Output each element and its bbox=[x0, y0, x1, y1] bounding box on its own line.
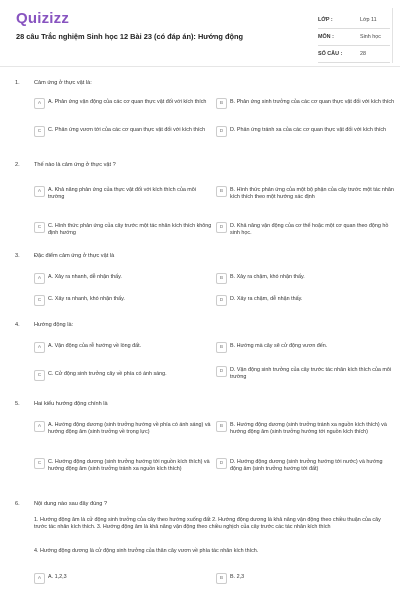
option-letter: B bbox=[216, 342, 227, 353]
option-letter: A bbox=[34, 342, 45, 353]
question-number: 5. bbox=[15, 401, 20, 407]
option-letter: C bbox=[34, 458, 45, 469]
option-letter: A bbox=[34, 98, 45, 109]
option-letter: D bbox=[216, 222, 227, 233]
option-text: A. Vận động của rễ hướng về lòng đất. bbox=[48, 343, 142, 349]
option-text: A. Xảy ra nhanh, dễ nhận thấy. bbox=[48, 274, 122, 280]
option-text: D. Hướng động dương (sinh trưởng hướng tới nước) và hướng động âm (sinh trưởng hướng tới đất) bbox=[230, 459, 383, 472]
option-letter: D bbox=[216, 366, 227, 377]
question-text: Nội dung nào sau đây đúng ? bbox=[34, 501, 108, 507]
question-number: 2. bbox=[15, 162, 20, 168]
option-letter: C bbox=[34, 126, 45, 137]
option-text: B. Xảy ra chậm, khó nhận thấy. bbox=[230, 274, 305, 280]
meta-row-subject bbox=[318, 29, 390, 46]
question-text: Thế nào là cảm ứng ở thực vật ? bbox=[34, 162, 116, 168]
question-text: Hướng động là: bbox=[34, 322, 74, 328]
option-text: B. Hướng động dương (sinh trưởng tránh xa nguồn kích thích) và hướng động âm (sinh trưởng hướng tới nguồn kích thích) bbox=[230, 422, 387, 435]
option-letter: C bbox=[34, 222, 45, 233]
option-text: A. Khả năng phản ứng của thực vật đối với kích thích của môi trường bbox=[48, 187, 196, 200]
meta-label: SỐ CÂU : bbox=[318, 51, 343, 57]
question-number: 3. bbox=[15, 253, 20, 259]
option-text: C. Hình thức phản ứng của cây trước một tác nhân kích thích không định hướng bbox=[48, 223, 212, 236]
option-letter: B bbox=[216, 273, 227, 284]
option-letter: D bbox=[216, 295, 227, 306]
worksheet-meta bbox=[318, 12, 390, 63]
option-text: D. Xảy ra chậm, dễ nhận thấy. bbox=[230, 296, 303, 302]
question-number: 1. bbox=[15, 80, 20, 86]
option-text: D. Vận động sinh trưởng của cây trước tác nhân kích thích của môi trường bbox=[230, 367, 392, 380]
meta-row-grade bbox=[318, 12, 390, 29]
option-text: C. Phản ứng vươn tới của các cơ quan thực vật đối với kích thích bbox=[48, 127, 206, 133]
option-text: C. Xảy ra nhanh, khó nhận thấy. bbox=[48, 296, 125, 302]
page-title: 28 câu Trắc nghiệm Sinh học 12 Bài 23 (có đáp án): Hướng động bbox=[16, 32, 244, 41]
question-number: 6. bbox=[15, 501, 20, 507]
meta-value: Sinh học bbox=[360, 34, 381, 40]
option-text: B. 2,3 bbox=[230, 574, 245, 580]
worksheet-header bbox=[0, 0, 400, 67]
option-text: D. Khả năng vận động của cơ thể hoặc một cơ quan theo động hồ sinh học. bbox=[230, 223, 389, 236]
option-letter: B bbox=[216, 98, 227, 109]
option-letter: B bbox=[216, 186, 227, 197]
quizizz-logo[interactable]: Quizizz bbox=[16, 10, 70, 27]
question-text: Đặc điểm cảm ứng ở thực vật là bbox=[34, 253, 115, 259]
option-letter: D bbox=[216, 126, 227, 137]
meta-value: 28 bbox=[360, 51, 366, 57]
option-text: C. Hướng động dương (sinh trưởng hướng tới nguồn kích thích) và hướng động âm (sinh trưởng tránh xa nguồn kích thích) bbox=[48, 459, 210, 472]
option-text: D. Phản ứng tránh xa của các cơ quan thực vật đối với kích thích bbox=[230, 127, 387, 133]
option-letter: D bbox=[216, 458, 227, 469]
option-letter: A bbox=[34, 186, 45, 197]
option-text: B. Phản ứng sinh trưởng của các cơ quan thực vật đối với kích thích bbox=[230, 99, 395, 105]
option-letter: B bbox=[216, 421, 227, 432]
meta-row-count bbox=[318, 46, 390, 63]
meta-value: Lớp 11 bbox=[360, 17, 377, 23]
option-letter: C bbox=[34, 370, 45, 381]
option-text: B. Hướng mà cây sẽ cử động vươn đến. bbox=[230, 343, 328, 349]
option-letter: C bbox=[34, 295, 45, 306]
option-text: B. Hình thức phản ứng của một bộ phận của cây trước một tác nhân kích thích theo một hướng xác định bbox=[230, 187, 394, 200]
option-text: C. Cử động sinh trưởng cây về phía có ánh sáng. bbox=[48, 371, 167, 377]
question-text: Hai kiểu hướng động chính là bbox=[34, 401, 108, 407]
header-divider bbox=[392, 8, 393, 63]
option-letter: A bbox=[34, 573, 45, 584]
meta-label: MÔN : bbox=[318, 34, 334, 40]
question-text: Cảm ứng ở thực vật là: bbox=[34, 80, 92, 86]
option-letter: A bbox=[34, 273, 45, 284]
option-letter: B bbox=[216, 573, 227, 584]
meta-label: LỚP : bbox=[318, 17, 333, 23]
option-text: A. 1,2,3 bbox=[48, 574, 67, 580]
question-number: 4. bbox=[15, 322, 20, 328]
question-statement-4: 4. Hướng động dương là cử động sinh trưởng của thân cây vươn về phía tác nhân kích thích. bbox=[34, 548, 259, 554]
option-letter: A bbox=[34, 421, 45, 432]
option-text: A. Hướng động dương (sinh trưởng hướng về phía có ánh sáng) và hướng động âm (sinh trưởng về trọng lực) bbox=[48, 422, 211, 435]
option-text: A. Phản ứng vận động của các cơ quan thực vật đối với kích thích bbox=[48, 99, 207, 105]
question-statements: 1. Hướng động âm là cử động sinh trưởng của cây theo hướng xuống đất 2. Hướng động dương là khả năng vận động theo chiều thuận của cây trước tác nhân kích thích. 3. Hướng động âm là khả năng vận động theo chiều nghịch của cây trước các tác nhân kích thích bbox=[34, 517, 381, 531]
